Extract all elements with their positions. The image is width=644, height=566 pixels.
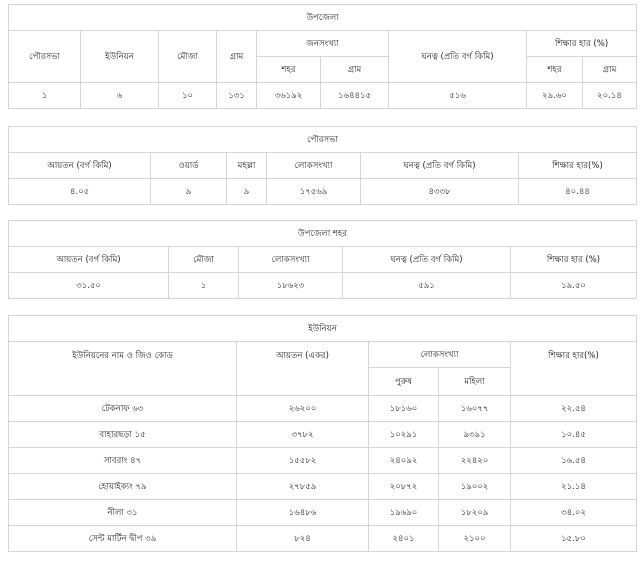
header-male: পুরুষ bbox=[369, 368, 439, 396]
cell-area: ২৭৮৫৯ bbox=[237, 474, 369, 500]
upazila-town-table bbox=[8, 220, 637, 299]
table-row bbox=[9, 474, 637, 500]
header-lit-rural: গ্রাম bbox=[583, 57, 637, 83]
header-village: গ্রাম bbox=[217, 31, 257, 83]
cell-pop-rural: ১৬৪৪১৫ bbox=[321, 83, 389, 109]
cell-population: ১৭৫৬৯ bbox=[267, 179, 361, 205]
cell-union-name: হোয়াইক্যং ৭৯ bbox=[9, 474, 237, 500]
cell-union-name: বাহারছড়া ১৫ bbox=[9, 422, 237, 448]
cell-population: ১৮৬২৩ bbox=[239, 273, 343, 299]
cell-area: ৩১.৫০ bbox=[9, 273, 169, 299]
union-title: ইউনিয়ন bbox=[9, 316, 637, 342]
cell-mouza: ১০ bbox=[159, 83, 217, 109]
cell-density: ৪৩৩৮ bbox=[361, 179, 519, 205]
header-area: আয়তন (একর) bbox=[237, 342, 369, 396]
cell-literacy: ৩৪.০২ bbox=[511, 500, 637, 526]
upazila-title: উপজেলা bbox=[9, 5, 637, 31]
header-lit-urban: শহর bbox=[527, 57, 583, 83]
header-area: আয়তন (বর্গ কিমি) bbox=[9, 247, 169, 273]
paurashava-title: পৌরসভা bbox=[9, 127, 637, 153]
table-row bbox=[9, 500, 637, 526]
header-ward: ওয়ার্ড bbox=[151, 153, 227, 179]
header-mouza: মৌজা bbox=[169, 247, 239, 273]
header-density: ঘনত্ব (প্রতি বর্গ কিমি) bbox=[361, 153, 519, 179]
table-row bbox=[9, 448, 637, 474]
table-row bbox=[9, 396, 637, 422]
paurashava-table bbox=[8, 126, 637, 205]
upazila-table bbox=[8, 4, 637, 109]
table-row bbox=[9, 526, 637, 552]
cell-pop-urban: ৩৬১৯২ bbox=[257, 83, 321, 109]
header-density: ঘনত্ব (প্রতি বর্গ কিমি) bbox=[343, 247, 511, 273]
cell-union-name: নীলা ৩১ bbox=[9, 500, 237, 526]
cell-literacy: ২১.১৪ bbox=[511, 474, 637, 500]
header-union: ইউনিয়ন bbox=[81, 31, 159, 83]
header-literacy: শিক্ষার হার (%) bbox=[511, 247, 637, 273]
header-pop-urban: শহর bbox=[257, 57, 321, 83]
cell-union-name: টেকনাফ ৬৩ bbox=[9, 396, 237, 422]
cell-paurashava: ১ bbox=[9, 83, 81, 109]
header-paurashava: পৌরসভা bbox=[9, 31, 81, 83]
cell-area: ২৬২০০ bbox=[237, 396, 369, 422]
header-population: লোকসংখ্যা bbox=[267, 153, 361, 179]
cell-male: ২৪০৯২ bbox=[369, 448, 439, 474]
cell-area: ৩৭৮২ bbox=[237, 422, 369, 448]
header-mahalla: মহল্লা bbox=[227, 153, 267, 179]
cell-union: ৬ bbox=[81, 83, 159, 109]
cell-village: ১৩১ bbox=[217, 83, 257, 109]
table-row bbox=[9, 422, 637, 448]
cell-literacy: ১৫.৮০ bbox=[511, 526, 637, 552]
cell-male: ১৯৬৯০ bbox=[369, 500, 439, 526]
cell-literacy: ১৯.৫০ bbox=[511, 273, 637, 299]
header-female: মহিলা bbox=[439, 368, 511, 396]
cell-mouza: ১ bbox=[169, 273, 239, 299]
header-area: আয়তন (বর্গ কিমি) bbox=[9, 153, 151, 179]
cell-area: ৪.০৫ bbox=[9, 179, 151, 205]
upazila-town-title: উপজেলা শহর bbox=[9, 221, 637, 247]
cell-literacy: ৪০.৪৪ bbox=[519, 179, 637, 205]
header-density: ঘনত্ব (প্রতি বর্গ কিমি) bbox=[389, 31, 527, 83]
header-mouza: মৌজা bbox=[159, 31, 217, 83]
cell-area: ১৫৫৮২ bbox=[237, 448, 369, 474]
cell-female: ২২৪২০ bbox=[439, 448, 511, 474]
cell-density: ৫১৬ bbox=[389, 83, 527, 109]
cell-female: ১৬০৭৭ bbox=[439, 396, 511, 422]
cell-area: ১৬৪৮৬ bbox=[237, 500, 369, 526]
cell-literacy: ১০.৪৫ bbox=[511, 422, 637, 448]
cell-density: ৫৯১ bbox=[343, 273, 511, 299]
cell-area: ৮২৪ bbox=[237, 526, 369, 552]
header-population: জনসংখ্যা bbox=[257, 31, 389, 57]
cell-union-name: সেন্ট মার্টিন দ্বীপ ৩৯ bbox=[9, 526, 237, 552]
header-literacy: শিক্ষার হার(%) bbox=[519, 153, 637, 179]
cell-literacy: ২২.৫৪ bbox=[511, 396, 637, 422]
cell-lit-urban: ২৯.৬০ bbox=[527, 83, 583, 109]
header-population: লোকসংখ্যা bbox=[239, 247, 343, 273]
cell-male: ২৪০১ bbox=[369, 526, 439, 552]
cell-literacy: ১৬.৫৪ bbox=[511, 448, 637, 474]
header-population: লোকসংখ্যা bbox=[369, 342, 511, 368]
cell-female: ২১০০ bbox=[439, 526, 511, 552]
cell-female: ১৮২০৯ bbox=[439, 500, 511, 526]
cell-ward: ৯ bbox=[151, 179, 227, 205]
cell-union-name: সাবরাং ৪৭ bbox=[9, 448, 237, 474]
cell-female: ৯৩৯১ bbox=[439, 422, 511, 448]
header-pop-rural: গ্রাম bbox=[321, 57, 389, 83]
header-literacy: শিক্ষার হার(%) bbox=[511, 342, 637, 396]
cell-lit-rural: ২০.১৪ bbox=[583, 83, 637, 109]
header-name-geo: ইউনিয়নের নাম ও জিও কোড bbox=[9, 342, 237, 396]
cell-mahalla: ৯ bbox=[227, 179, 267, 205]
cell-male: ১৮১৬০ bbox=[369, 396, 439, 422]
header-literacy: শিক্ষার হার (%) bbox=[527, 31, 637, 57]
cell-female: ১৯০০২ bbox=[439, 474, 511, 500]
union-table bbox=[8, 315, 637, 552]
cell-male: ১০২৯১ bbox=[369, 422, 439, 448]
cell-male: ২০৮৭২ bbox=[369, 474, 439, 500]
